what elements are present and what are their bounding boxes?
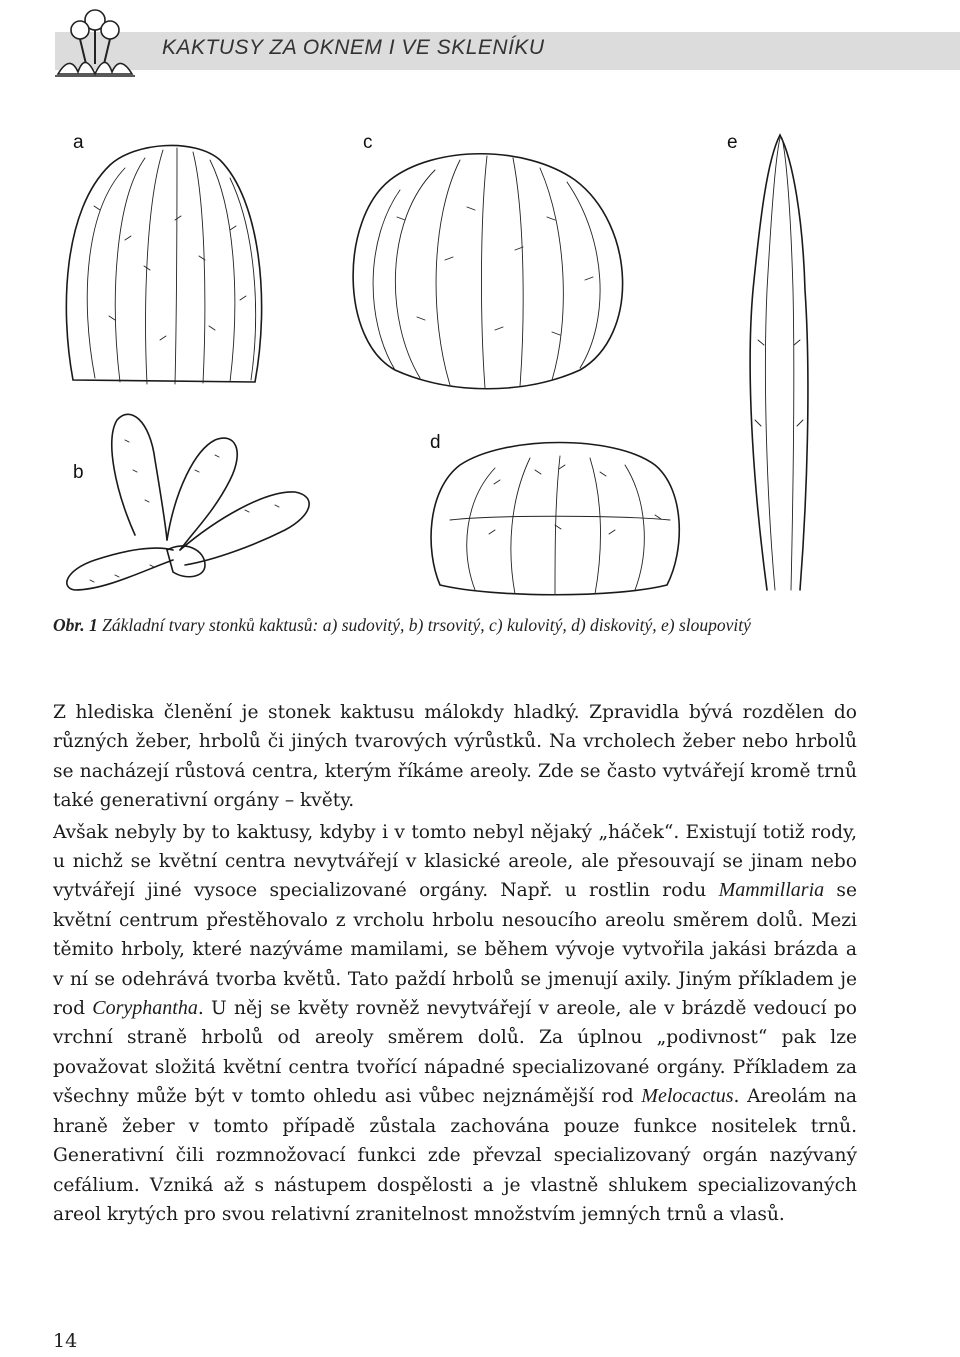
page-number: 14 [53,1330,78,1352]
figure-label-d: d [430,432,441,453]
figure-caption-number: Obr. 1 [53,615,98,635]
paragraph-1: Z hlediska členění je stonek kaktusu málokdy hladký. Zpravidla bývá rozdělen do různých žeber, hrbolů či jiných tvarových výrůstků. Na vrcholech žeber nebo hrbolů se nacházejí růstová centra, kterým říkáme areoly. Zde se často vytvářejí kromě trnů také generativní orgány – květy. [53,702,857,812]
disc-cactus-drawing [431,443,679,596]
genus-melocactus: Melocactus [641,1085,734,1108]
globular-cactus-drawing [353,154,622,389]
figure-label-b: b [73,462,84,483]
figure-label-a: a [73,132,84,153]
genus-mammillaria: Mammillaria [718,879,825,902]
cactus-tree-logo-icon [50,2,140,82]
figure-caption [53,612,853,638]
barrel-cactus-drawing [66,145,261,384]
figure-label-e: e [727,132,738,153]
figure-label-c: c [363,132,373,153]
running-header-title: KAKTUSY ZA OKNEM I VE SKLENÍKU [162,36,545,59]
body-text [53,698,857,1229]
figure-caption-text: Základní tvary stonků kaktusů: a) sudovitý, b) trsovitý, c) kulovitý, d) diskovitý, e) sloupovitý [97,615,751,635]
cactus-shapes-figure [55,120,905,600]
paragraph-2: Avšak nebyly by to kaktusy, kdyby i v tomto nebyl nějaký „háček“. Existují totiž rody, u nichž se květní centra nevytvářejí v klasické areole, ale přesouvají se jinam nebo vytvářejí jiné vysoce specializované orgány. Např. u rostlin rodu Mammillaria se květní centrum přestěhovalo z vrcholu hrbolu nesoucího areolu směrem dolů. Mezi těmito hrboly, které nazýváme mamilami, se během vývoje vytvořila jakási brázda a v ní se odehrává tvorba květů. Tato paždí hrbolů se jmenují axily. Jiným příkladem je rod Coryphantha. U něj se květy rovněž nevytvářejí v areole, ale v brázdě vedoucí po vrchní straně hrbolů od areoly směrem dolů. Za úplnou „podivnost“ pak lze považovat složitá květní centra tvořící nápadné specializované orgány. Příkladem za všechny může být v tomto ohledu asi vůbec nejznámější rod Melocactus. Areolám na hraně žeber v tomto případě zůstala zachována pouze funkce nositelek trnů. Generativní čili rozmnožovací funkci zde převzal specializovaný orgán nazývaný cefálium. Vzniká až s nástupem dospělosti a je vlastně shlukem specializovaných areol krytých pro svou relativní zranitelnost množstvím jemných trnů a vlasů. [53,821,857,1225]
columnar-cactus-drawing [750,135,808,590]
clustering-cactus-drawing [67,414,309,590]
genus-coryphantha: Coryphantha [92,997,198,1020]
